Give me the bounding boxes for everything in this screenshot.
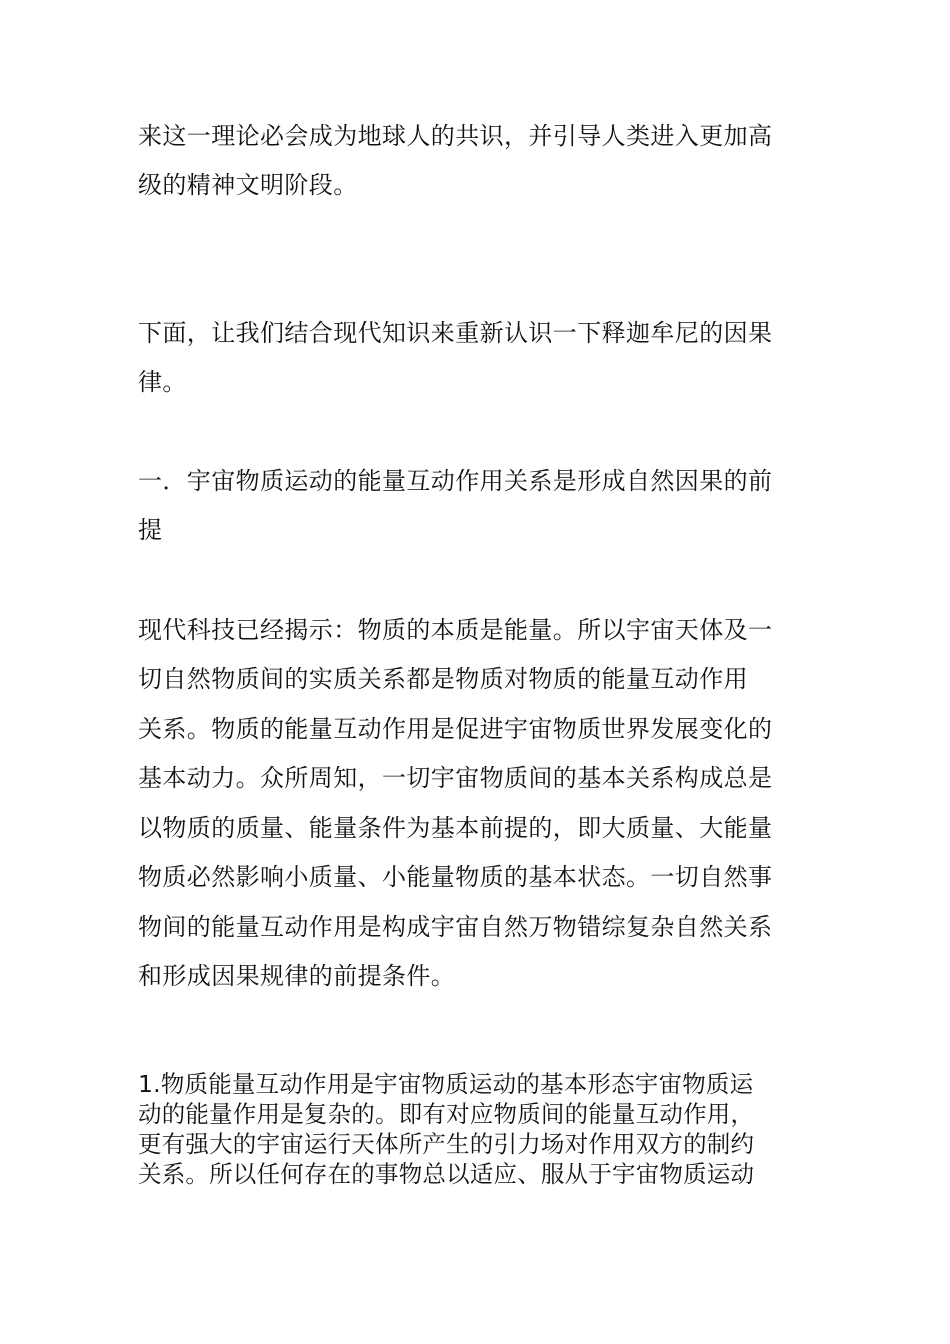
paragraph-3-line-3: 关系。物质的能量互动作用是促进宇宙物质世界发展变化的 xyxy=(138,715,773,743)
paragraph-4-line-2: 动的能量作用是复杂的。即有对应物质间的能量互动作用， xyxy=(138,1100,755,1128)
paragraph-1-line-1: 来这一理论必会成为地球人的共识，并引导人类进入更加高 xyxy=(138,122,773,150)
paragraph-3-line-2: 切自然物质间的实质关系都是物质对物质的能量互动作用 xyxy=(138,665,748,693)
paragraph-2-line-2: 律。 xyxy=(138,368,187,396)
paragraph-3-line-1: 现代科技已经揭示：物质的本质是能量。所以宇宙天体及一 xyxy=(138,616,773,644)
paragraph-3-line-6: 物质必然影响小质量、小能量物质的基本状态。一切自然事 xyxy=(138,863,773,891)
paragraph-3-line-4: 基本动力。众所周知，一切宇宙物质间的基本关系构成总是 xyxy=(138,764,773,792)
paragraph-4-line-3: 更有强大的宇宙运行天体所产生的引力场对作用双方的制约 xyxy=(138,1130,755,1158)
paragraph-3-line-7: 物间的能量互动作用是构成宇宙自然万物错综复杂自然关系 xyxy=(138,913,773,941)
paragraph-2-line-1: 下面，让我们结合现代知识来重新认识一下释迦牟尼的因果 xyxy=(138,319,773,347)
paragraph-1-line-2: 级的精神文明阶段。 xyxy=(138,171,358,199)
paragraph-3-line-8: 和形成因果规律的前提条件。 xyxy=(138,962,456,990)
paragraph-4-line-1: 1.物质能量互动作用是宇宙物质运动的基本形态宇宙物质运 xyxy=(138,1070,754,1098)
section-heading-line-1: 一．宇宙物质运动的能量互动作用关系是形成自然因果的前 xyxy=(138,467,773,495)
section-heading-line-2: 提 xyxy=(138,516,163,544)
paragraph-4-line-4: 关系。所以任何存在的事物总以适应、服从于宇宙物质运动 xyxy=(138,1160,755,1188)
paragraph-3-line-5: 以物质的质量、能量条件为基本前提的，即大质量、大能量 xyxy=(138,814,773,842)
